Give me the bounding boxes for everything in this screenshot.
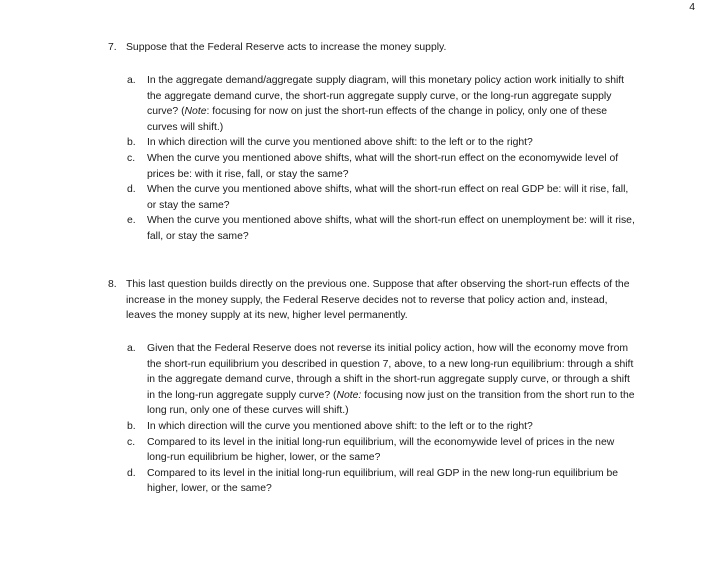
item-letter: a. (127, 343, 136, 354)
item-letter: b. (127, 137, 136, 149)
question-7 (108, 40, 638, 56)
item-letter: c. (127, 152, 136, 164)
item-text: When the curve you mentioned above shifts, what will the short-run effect on unemployment be: will it rise, fall, or stay the same? (147, 215, 635, 242)
list-item (127, 182, 639, 213)
question-8 (108, 277, 638, 324)
item-letter: c. (127, 436, 136, 448)
question-text: This last question builds directly on the previous one. Suppose that after observing the short-run effects of the increase in the money supply, the Federal Reserve decides not to reverse that policy action and, instead, leaves the money supply at its new, higher level permanently. (126, 279, 630, 322)
list-item (127, 419, 639, 435)
list-item (127, 213, 639, 244)
item-text: Compared to its level in the initial long-run equilibrium, will the economywide level of prices in the new long-run equilibrium be higher, lower, or the same? (147, 436, 615, 464)
question-8-subitems (127, 341, 639, 497)
question-number: 8. (108, 279, 117, 290)
list-item (127, 135, 639, 151)
page-number: 4 (689, 2, 695, 13)
item-letter: d. (127, 467, 136, 479)
question-text: Suppose that the Federal Reserve acts to increase the money supply. (126, 42, 447, 53)
item-text: Given that the Federal Reserve does not reverse its initial policy action, how will the economy move from the short-run equilibrium you described in question 7, above, to a new long-run equilibrium: through a shift in the aggregate demand curve, through a shift in the short-run aggregate supply curve, or through a shift in the long-run aggregate supply curve? (Note: focusing now just on the transition from the short run to the long run, only one of these curves will shift.) (147, 343, 635, 417)
list-item (127, 73, 639, 135)
item-letter: a. (127, 75, 136, 86)
question-7-subitems (127, 73, 639, 245)
item-text: In the aggregate demand/aggregate supply diagram, will this monetary policy action work initially to shift the aggregate demand curve, the short-run aggregate supply curve, or the long-run aggregate supply curve? (Note: focusing for now on just the short-run effects of the change in policy, only one of these curves will shift.) (147, 75, 625, 133)
question-number: 7. (108, 42, 117, 53)
item-text: When the curve you mentioned above shifts, what will the short-run effect on real GDP be: will it rise, fall, or stay the same? (147, 184, 629, 211)
item-letter: d. (127, 184, 136, 196)
item-text: Compared to its level in the initial long-run equilibrium, will real GDP in the new long-run equilibrium be higher, lower, or the same? (147, 467, 619, 495)
item-letter: b. (127, 420, 136, 432)
list-item (127, 151, 639, 182)
list-item (127, 341, 639, 419)
item-letter: e. (127, 215, 136, 227)
item-text: When the curve you mentioned above shifts, what will the short-run effect on the economywide level of prices be: with it rise, fall, or stay the same? (147, 152, 619, 180)
list-item (127, 435, 639, 466)
item-text: In which direction will the curve you mentioned above shift: to the left or to the right? (147, 420, 533, 432)
list-item (127, 466, 639, 497)
item-text: In which direction will the curve you mentioned above shift: to the left or to the right? (147, 137, 533, 149)
